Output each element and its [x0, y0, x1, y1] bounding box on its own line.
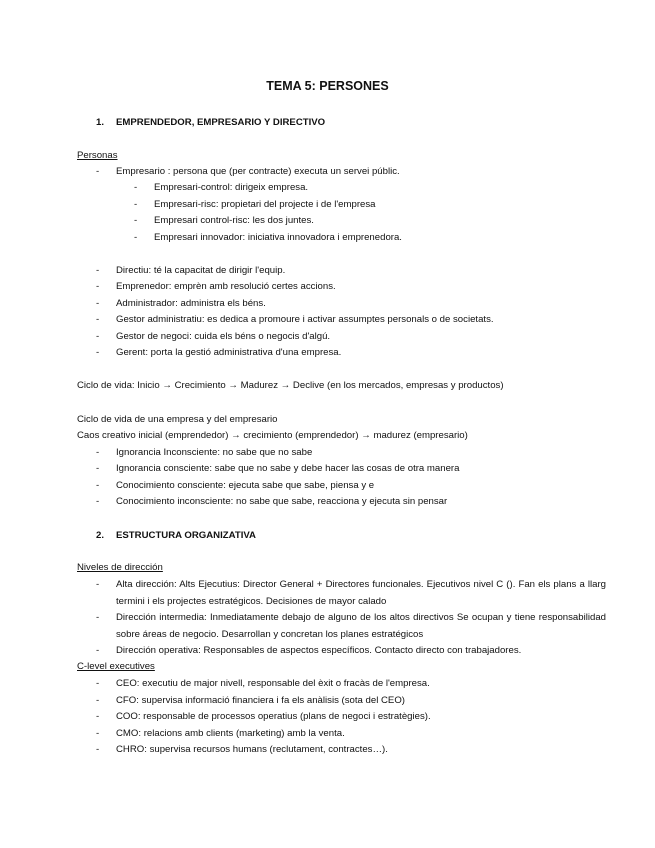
- section-1-number: 1.: [96, 117, 105, 128]
- clevel-item: CHRO: supervisa recursos humans (reclutament, contractes…).: [116, 744, 388, 755]
- role-item: Directiu: té la capacitat de dirigir l'equip.: [116, 265, 286, 276]
- role-item: Gerent: porta la gestió administrativa d'una empresa.: [116, 347, 342, 358]
- page-title: TEMA 5: PERSONES: [266, 79, 389, 93]
- bullet-dash: -: [96, 314, 100, 325]
- section-2-heading: [96, 530, 256, 541]
- nivel-item: Dirección intermedia: Inmediatamente debajo de alguno de los altos directivos Se ocupan y tiene responsabilidad sobre áreas de negocio. Desarrollan y concretan los planes estratégicos: [116, 612, 606, 640]
- empresario-type: Empresari control-risc: les dos juntes.: [154, 215, 314, 226]
- clevel-item: COO: responsable de processos operatius (plans de negoci i estratègies).: [116, 711, 431, 722]
- conocimiento-item: Conocimiento consciente: ejecuta sabe que sabe, piensa y e: [116, 480, 375, 491]
- bullet-dash: -: [96, 281, 100, 292]
- niveles-label: Niveles de dirección: [77, 562, 163, 573]
- bullet-dash: -: [96, 579, 100, 590]
- bullet-dash: -: [96, 463, 100, 474]
- bullet-dash: -: [96, 298, 100, 309]
- bullet-dash: -: [96, 744, 100, 755]
- sub-bullet-dash: -: [134, 199, 138, 210]
- personas-label: Personas: [77, 150, 118, 161]
- bullet-dash: -: [96, 480, 100, 491]
- bullet-dash: -: [96, 265, 100, 276]
- bullet-dash: -: [96, 496, 100, 507]
- empresario-type: Empresari innovador: iniciativa innovadora i emprenedora.: [154, 232, 402, 243]
- clevel-item: CMO: relacions amb clients (marketing) amb la venta.: [116, 728, 345, 739]
- clevel-label: C-level executives: [77, 661, 155, 672]
- section-1-heading: [96, 117, 325, 128]
- empresario-type: Empresari-control: dirigeix empresa.: [154, 182, 309, 193]
- conocimiento-item: Ignorancia consciente: sabe que no sabe y debe hacer las cosas de otra manera: [116, 463, 460, 474]
- bullet-dash: -: [96, 447, 100, 458]
- conocimiento-item: Ignorancia Inconsciente: no sabe que no sabe: [116, 447, 313, 458]
- bullet-dash: -: [96, 695, 100, 706]
- sub-bullet-dash: -: [134, 182, 138, 193]
- sub-bullet-dash: -: [134, 215, 138, 226]
- section-2-number: 2.: [96, 530, 105, 541]
- role-item: Gestor administratiu: es dedica a promoure i activar assumptes personals o de societats.: [116, 314, 494, 325]
- caos-creativo-text: Caos creativo inicial (emprendedor) → crecimiento (emprendedor) → madurez (empresario): [77, 430, 468, 441]
- empresario-type: Empresari-risc: propietari del projecte i de l'empresa: [154, 199, 376, 210]
- bullet-dash: -: [96, 711, 100, 722]
- nivel-item: Alta dirección: Alts Ejecutius: Director General + Directores funcionales. Ejecutivos nivel C (). Fan els plans a llarg termini i els projectes estratégicos. Decisiones de mayor calado: [116, 579, 606, 607]
- bullet-dash: -: [96, 612, 100, 623]
- empresario-definition: Empresario : persona que (per contracte) executa un servei públic.: [116, 166, 400, 177]
- bullet-dash: -: [96, 347, 100, 358]
- section-2-title: ESTRUCTURA ORGANIZATIVA: [116, 530, 256, 541]
- role-item: Administrador: administra els béns.: [116, 298, 266, 309]
- conocimiento-item: Conocimiento inconsciente: no sabe que sabe, reacciona y ejecuta sin pensar: [116, 496, 448, 507]
- sub-bullet-dash: -: [134, 232, 138, 243]
- section-1-title: EMPRENDEDOR, EMPRESARIO Y DIRECTIVO: [116, 117, 326, 128]
- clevel-item: CFO: supervisa informació financiera i fa els anàlisis (sota del CEO): [116, 695, 405, 706]
- ciclo-empresa-heading: Ciclo de vida de una empresa y del empresario: [77, 414, 278, 425]
- bullet-dash: -: [96, 728, 100, 739]
- bullet-dash: -: [96, 645, 100, 656]
- bullet-dash: -: [96, 331, 100, 342]
- clevel-item: CEO: executiu de major nivell, responsable del èxit o fracàs de l'empresa.: [116, 678, 430, 689]
- role-item: Emprenedor: emprèn amb resolució certes accions.: [116, 281, 336, 292]
- bullet-dash: -: [96, 166, 100, 177]
- ciclo-vida-text: Ciclo de vida: Inicio → Crecimiento → Madurez → Declive (en los mercados, empresas y productos): [77, 380, 504, 391]
- bullet-dash: -: [96, 678, 100, 689]
- nivel-item: Dirección operativa: Responsables de aspectos específicos. Contacto directo con trabajadores.: [116, 645, 522, 656]
- role-item: Gestor de negoci: cuida els béns o negocis d'algú.: [116, 331, 331, 342]
